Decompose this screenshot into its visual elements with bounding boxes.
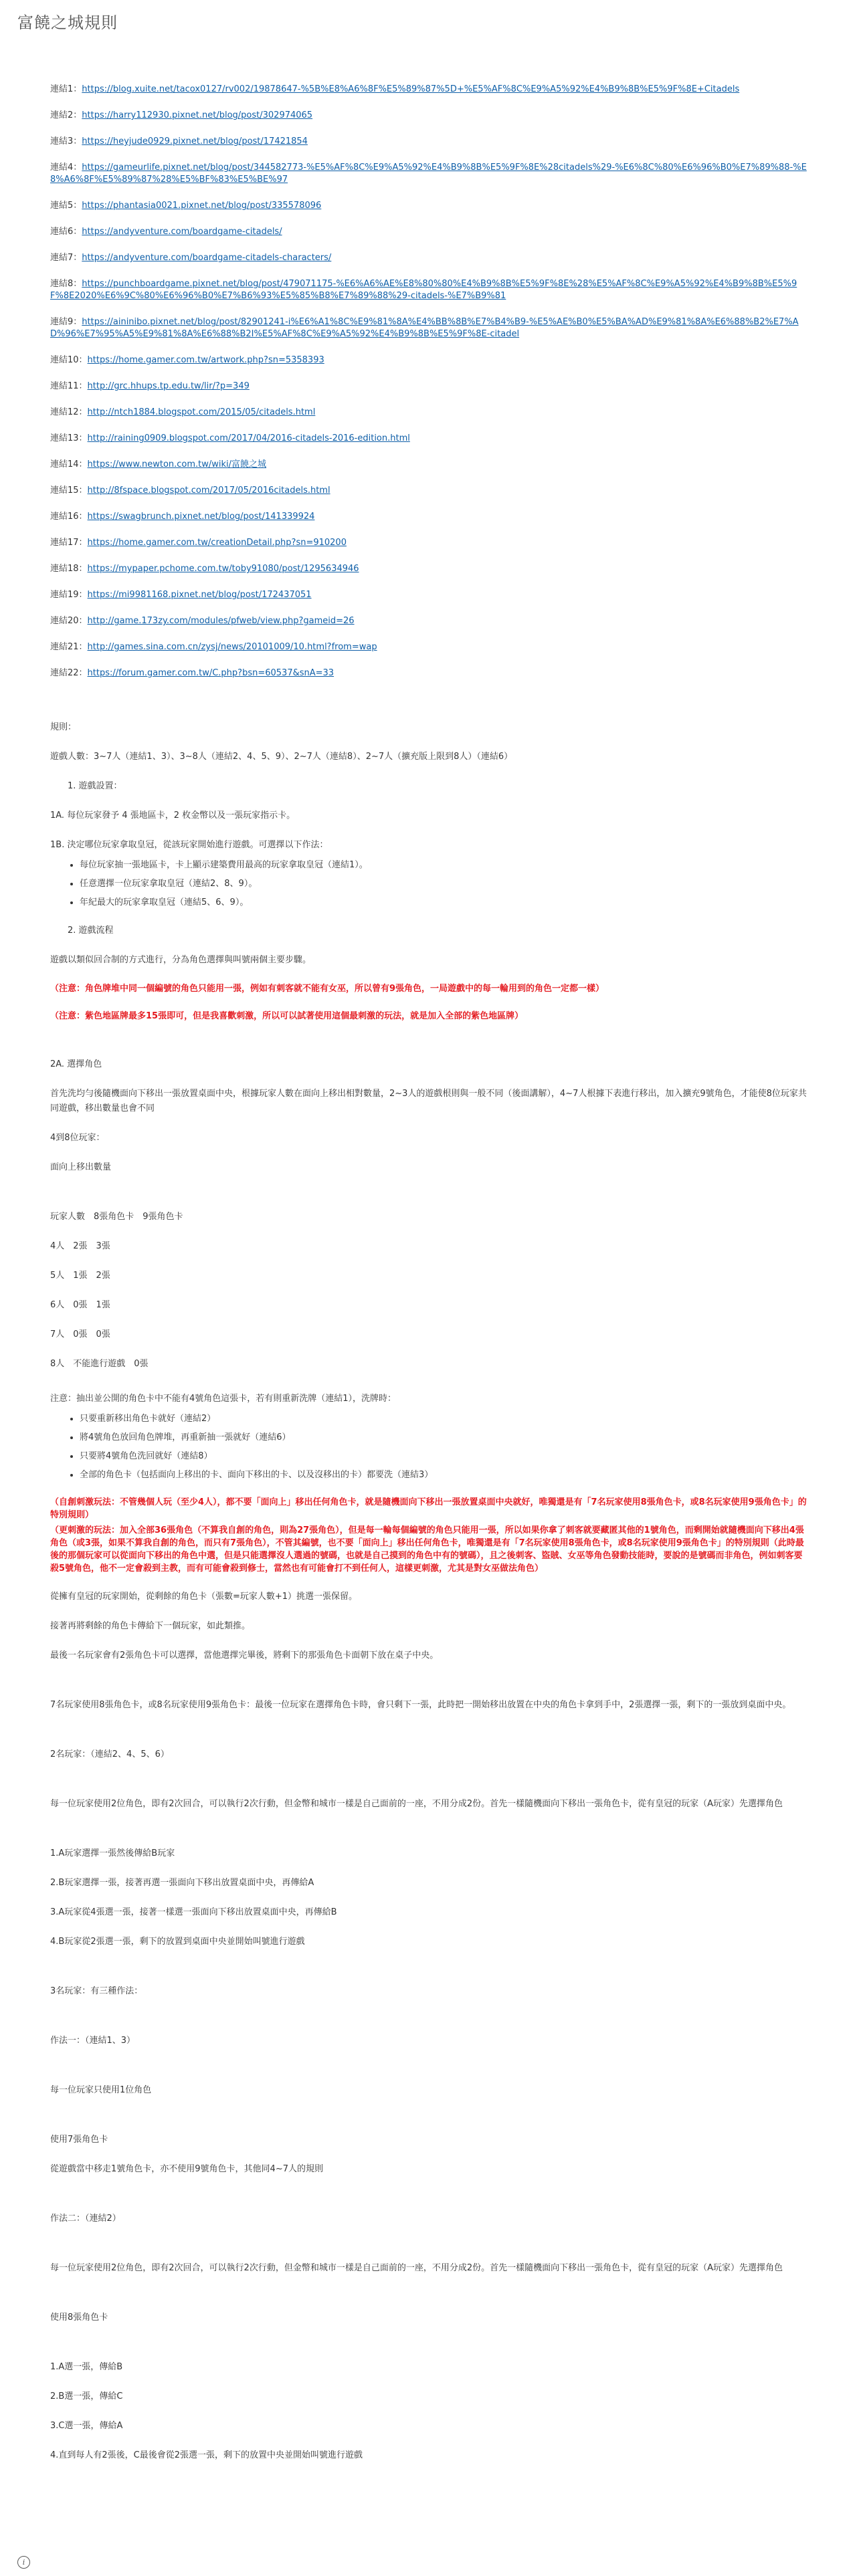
link-row-11: 連結11：http://grc.hhups.tp.edu.tw/lir/?p=349	[50, 381, 250, 391]
section-2-heading: 2. 遊戲流程	[68, 926, 114, 936]
step-item: 2.B玩家選擇一張，接著再選一張面向下移出放置桌面中央，再傳給A	[50, 1878, 314, 1888]
link-20[interactable]: http://game.173zy.com/modules/pfweb/view.php?gameid=26	[87, 616, 355, 626]
method-2-p1: 每一位玩家使用2位角色，即有2次回合，可以執行2次行動，但金幣和城市一樣是自己面前的一座，不用分成2份。首先一樣隨機面向下移出一張角色卡，從有皇冠的玩家（A玩家）先選擇角色	[50, 2263, 783, 2273]
step-item: 1.A玩家選擇一張然後傳給B玩家	[50, 1848, 175, 1858]
link-6[interactable]: https://andyventure.com/boardgame-citadels/	[82, 227, 282, 237]
link-row-2: 連結2：https://harry112930.pixnet.net/blog/post/302974065	[50, 110, 313, 120]
red-note-3: （自創刺激玩法：不管幾個人玩（至少4人），都不要「面向上」移出任何角色卡，就是隨機面向下移出一張放置桌面中央就好，唯獨還是有「7名玩家使用8張角色卡，或8名玩家使用9張角色卡」的特別規則）	[50, 1497, 807, 1520]
method-2-p2: 使用8張角色卡	[50, 2313, 108, 2323]
link-row-3: 連結3：https://heyjude0929.pixnet.net/blog/post/17421854	[50, 136, 308, 146]
red-note-1: （注意：角色牌堆中同一個編號的角色只能用一張，例如有刺客就不能有女巫，所以曾有9張角色，一局遊戲中的每一輪用到的角色一定都一樣）	[50, 984, 605, 994]
table-header: 玩家人數 8張角色卡 9張角色卡	[50, 1212, 183, 1222]
link-row-1: 連結1：https://blog.xuite.net/tacox0127/rv002/19878647-%5B%E8%A6%8F%E5%89%87%5D+%E5%AF%8C%E9%A5%92%E4%B9%8B%E5%9F%8E+Citadels	[50, 84, 740, 94]
method-2-heading: 作法二：（連結2）	[50, 2214, 121, 2224]
flow-p1: 從擁有皇冠的玩家開始，從剩餘的角色卡（張數=玩家人數+1）挑選一張保留。	[50, 1592, 358, 1602]
section-2a-note-label: 4到8位玩家：	[50, 1133, 105, 1143]
link-list	[50, 84, 809, 679]
step-item: 1.A選一張，傳給B	[50, 2362, 123, 2372]
link-15[interactable]: http://8fspace.blogspot.com/2017/05/2016citadels.html	[87, 486, 330, 496]
link-13[interactable]: http://raining0909.blogspot.com/2017/04/2016-citadels-2016-edition.html	[87, 433, 410, 443]
method-1-p2: 使用7張角色卡	[50, 2135, 108, 2145]
link-row-12: 連結12：http://ntch1884.blogspot.com/2015/05/citadels.html	[50, 407, 316, 417]
section-2a-p1: 首先洗均勻後隨機面向下移出一張放置桌面中央，根據玩家人數在面向上移出相對數量，2~3人的遊戲根則與一般不同（後面講解），4~7人根據下表進行移出，加入擴充9號角色，才能使8位玩家共同遊戲，移出數量也會不同	[50, 1089, 807, 1113]
list-item: • 將4號角色放回角色牌堆，再重新抽一張就好（連結6）	[80, 1432, 809, 1444]
link-row-9: 連結9：https://aininibo.pixnet.net/blog/post/82901241-i%E6%A1%8C%E9%81%8A%E4%BB%8B%E7%B4%B9-%E5%AE%B0%E5%BA%AD%E9%81%8A%E6%88%B2%E7%AD%96%E7%95%A5%E9%81%8A%E6%88%B2I%E5%AF%8C%E9%A5%92%E4%B9%8B%E5%9F%8E-citadel	[50, 317, 799, 339]
list-item: • 只要將4號角色洗回就好（連結8）	[80, 1451, 809, 1463]
link-row-21: 連結21：http://games.sina.com.cn/zysj/news/20101009/10.html?from=wap	[50, 642, 377, 652]
step-item: 4.直到每人有2張後，C最後會從2張選一張，剩下的放置中央並開始叫號進行遊戲	[50, 2450, 363, 2460]
link-8[interactable]: https://punchboardgame.pixnet.net/blog/post/479071175-%E6%A6%AE%E8%80%80%E4%B9%8B%E5%9F%8E%28%E5%AF%8C%E9%A5%92%E4%B9%8B%E5%9F%8E2020%E6%9C%80%E6%96%B0%E7%B6%93%E5%85%B8%E7%89%88%29-citadels-%E7%B9%81	[50, 279, 797, 301]
link-5[interactable]: https://phantasia0021.pixnet.net/blog/post/335578096	[82, 201, 322, 211]
link-9[interactable]: https://aininibo.pixnet.net/blog/post/82901241-i%E6%A1%8C%E9%81%8A%E4%BB%8B%E7%B4%B9-%E5%AE%B0%E5%BA%AD%E9%81%8A%E6%88%B2%E7%AD%96%E7%95%A5%E9%81%8A%E6%88%B2I%E5%AF%8C%E9%A5%92%E4%B9%8B%E5%9F%8E-citadel	[50, 317, 799, 339]
link-3[interactable]: https://heyjude0929.pixnet.net/blog/post/17421854	[82, 136, 308, 146]
table-row: 5人 1張 2張	[50, 1271, 110, 1281]
link-12[interactable]: http://ntch1884.blogspot.com/2015/05/citadels.html	[87, 407, 316, 417]
crown-options-list	[50, 859, 809, 909]
table-row: 7人 0張 0張	[50, 1329, 110, 1339]
link-7[interactable]: https://andyventure.com/boardgame-citadels-characters/	[82, 253, 332, 263]
shuffle-options-list	[50, 1413, 809, 1481]
list-item: • 每位玩家抽一張地區卡，卡上顯示建築費用最高的玩家拿取皇冠（連結1）。	[80, 859, 809, 871]
step-item: 3.C選一張，傳給A	[50, 2421, 123, 2431]
link-19[interactable]: https://mi9981168.pixnet.net/blog/post/172437051	[87, 590, 312, 600]
article-body	[50, 84, 809, 2478]
rules-heading: 規則：	[50, 722, 77, 732]
shuffle-note: 注意：抽出並公開的角色卡中不能有4號角色這張卡，若有則重新洗牌（連結1），洗牌時：	[50, 1394, 397, 1404]
section-1-heading: 1. 遊戲設置：	[68, 781, 122, 791]
link-row-7: 連結7：https://andyventure.com/boardgame-citadels-characters/	[50, 253, 332, 263]
section-2a-note-sub: 面向上移出數量	[50, 1162, 112, 1172]
list-item: • 年紀最大的玩家拿取皇冠（連結5、6、9）。	[80, 897, 809, 909]
red-note-2: （注意：紫色地區牌最多15張即可，但是我喜歡刺激，所以可以試著使用這個最刺激的玩法，就是加入全部的紫色地區牌）	[50, 1011, 524, 1021]
link-2[interactable]: https://harry112930.pixnet.net/blog/post/302974065	[82, 110, 313, 120]
link-21[interactable]: http://games.sina.com.cn/zysj/news/20101009/10.html?from=wap	[87, 642, 377, 652]
link-18[interactable]: https://mypaper.pchome.com.tw/toby91080/post/1295634946	[87, 564, 359, 574]
two-player-p1: 每一位玩家使用2位角色，即有2次回合，可以執行2次行動，但金幣和城市一樣是自己面前的一座，不用分成2份。首先一樣隨機面向下移出一張角色卡，從有皇冠的玩家（A玩家）先選擇角色	[50, 1799, 783, 1809]
table-row: 8人 不能進行遊戲 0張	[50, 1359, 149, 1369]
section-1a: 1A. 每位玩家發予 4 張地區卡，2 枚金幣以及一張玩家指示卡。	[50, 811, 296, 821]
link-10[interactable]: https://home.gamer.com.tw/artwork.php?sn=5358393	[87, 355, 324, 365]
method-1-p3: 從遊戲當中移走1號角色卡，亦不使用9號角色卡，其他同4~7人的規則	[50, 2164, 323, 2174]
link-row-5: 連結5：https://phantasia0021.pixnet.net/blog/post/335578096	[50, 201, 322, 211]
link-row-8: 連結8：https://punchboardgame.pixnet.net/blog/post/479071175-%E6%A6%AE%E8%80%80%E4%B9%8B%E5%9F%8E%28%E5%AF%8C%E9%A5%92%E4%B9%8B%E5%9F%8E2020%E6%9C%80%E6%96%B0%E7%B6%93%E5%85%B8%E7%89%88%29-citadels-%E7%B9%81	[50, 279, 797, 301]
info-icon[interactable]: i	[17, 2556, 30, 2569]
link-row-22: 連結22：https://forum.gamer.com.tw/C.php?bsn=60537&snA=33	[50, 668, 335, 678]
link-16[interactable]: https://swagbrunch.pixnet.net/blog/post/141339924	[87, 512, 315, 522]
link-row-20: 連結20：http://game.173zy.com/modules/pfweb/view.php?gameid=26	[50, 616, 355, 626]
step-item: 2.B選一張，傳給C	[50, 2391, 123, 2401]
section-1b: 1B. 決定哪位玩家拿取皇冠，從該玩家開始進行遊戲。可選擇以下作法：	[50, 840, 328, 850]
link-14[interactable]: https://www.newton.com.tw/wiki/富饒之城	[87, 459, 267, 469]
link-row-6: 連結6：https://andyventure.com/boardgame-citadels/	[50, 227, 282, 237]
section-2a-heading: 2A. 選擇角色	[50, 1059, 102, 1069]
method-1-p1: 每一位玩家只使用1位角色	[50, 2085, 152, 2095]
section-2-intro: 遊戲以類似回合制的方式進行，分為角色選擇與叫號兩個主要步驟。	[50, 955, 312, 965]
flow-p2: 接著再將剩餘的角色卡傳給下一個玩家，如此類推。	[50, 1621, 251, 1631]
link-row-14: 連結14：https://www.newton.com.tw/wiki/富饒之城	[50, 459, 267, 469]
list-item: • 任意選擇一位玩家拿取皇冠（連結2、8、9）。	[80, 878, 809, 890]
link-row-13: 連結13：http://raining0909.blogspot.com/2017/04/2016-citadels-2016-edition.html	[50, 433, 410, 443]
link-17[interactable]: https://home.gamer.com.tw/creationDetail.php?sn=910200	[87, 538, 347, 548]
link-row-16: 連結16：https://swagbrunch.pixnet.net/blog/post/141339924	[50, 512, 315, 522]
link-1[interactable]: https://blog.xuite.net/tacox0127/rv002/19878647-%5B%E8%A6%8F%E5%89%87%5D+%E5%AF%8C%E9%A5%92%E4%B9%8B%E5%9F%8E+Citadels	[82, 84, 740, 94]
list-item: • 全部的角色卡（包括面向上移出的卡、面向下移出的卡、以及沒移出的卡）都要洗（連結3）	[80, 1469, 809, 1481]
list-item: • 只要重新移出角色卡就好（連結2）	[80, 1413, 809, 1425]
link-row-18: 連結18：https://mypaper.pchome.com.tw/toby91080/post/1295634946	[50, 564, 359, 574]
flow-p4: 7名玩家使用8張角色卡，或8名玩家使用9張角色卡：最後一位玩家在選擇角色卡時，會只剩下一張，此時把一開始移出放置在中央的角色卡拿到手中，2張選擇一張，剩下的一張放到桌面中央。	[50, 1700, 791, 1710]
table-row: 4人 2張 3張	[50, 1241, 110, 1251]
step-item: 4.B玩家從2張選一張，剩下的放置到桌面中央並開始叫號進行遊戲	[50, 1937, 305, 1947]
table-row: 6人 0張 1張	[50, 1300, 110, 1310]
link-row-15: 連結15：http://8fspace.blogspot.com/2017/05/2016citadels.html	[50, 486, 330, 496]
players-line: 遊戲人數：3~7人（連結1、3）、3~8人（連結2、4、5、9）、2~7人（連結8）、2~7人（擴充版上限到8人）（連結6）	[50, 752, 513, 762]
link-22[interactable]: https://forum.gamer.com.tw/C.php?bsn=60537&snA=33	[87, 668, 335, 678]
red-note-4: （更刺激的玩法：加入全部36張角色（不算我自創的角色，則為27張角色），但是每一輪每個編號的角色只能用一張，所以如果你拿了刺客就要藏匿其他的1號角色，而剩開始就隨機面向下移出4張角色（或3張，如果不算我自創的角色，而只有7張角色），不管其編號，也不要「面向上」移出任何角色卡，唯獨還是有「7名玩家使用8張角色卡，或8名玩家使用9張角色卡」的特別規則（此時最後的那個玩家可以從面向下移出的角色中選，但是只能選擇沒人選過的號碼，也就是自己摸到的角色中有的號碼），且之後刺客、盜賊、女巫等角色發動技能時，要說的是號碼而非角色，例如刺客要殺5號角色，他不一定會殺到主教，而有可能會殺到修士，當然也有可能會打不到任何人，這樣更刺激，尤其是對女巫做法角色）	[50, 1525, 804, 1574]
link-row-4: 連結4：https://gameurlife.pixnet.net/blog/post/344582773-%E5%AF%8C%E9%A5%92%E4%B9%8B%E5%9F%8E%28citadels%29-%E6%8C%80%E6%96%B0%E7%89%88-%E8%A6%8F%E5%89%87%28%E5%BF%83%E5%BE%97	[50, 163, 807, 185]
link-4[interactable]: https://gameurlife.pixnet.net/blog/post/344582773-%E5%AF%8C%E9%A5%92%E4%B9%8B%E5%9F%8E%28citadels%29-%E6%8C%80%E6%96%B0%E7%89%88-%E8%A6%8F%E5%89%87%28%E5%BF%83%E5%BE%97	[50, 163, 807, 185]
two-player-heading: 2名玩家：（連結2、4、5、6）	[50, 1749, 169, 1759]
three-player-heading: 3名玩家：有三種作法：	[50, 1986, 143, 1996]
page-title: 富饒之城規則	[17, 13, 118, 32]
link-row-17: 連結17：https://home.gamer.com.tw/creationDetail.php?sn=910200	[50, 538, 347, 548]
link-row-10: 連結10：https://home.gamer.com.tw/artwork.php?sn=5358393	[50, 355, 324, 365]
method-1-heading: 作法一：（連結1、3）	[50, 2036, 136, 2046]
link-11[interactable]: http://grc.hhups.tp.edu.tw/lir/?p=349	[87, 381, 250, 391]
flow-p3: 最後一名玩家會有2張角色卡可以選擇，當他選擇完畢後，將剩下的那張角色卡面朝下放在桌子中央。	[50, 1650, 439, 1660]
link-row-19: 連結19：https://mi9981168.pixnet.net/blog/post/172437051	[50, 590, 312, 600]
step-item: 3.A玩家從4張選一張，接著一樣選一張面向下移出放置桌面中央，再傳給B	[50, 1907, 337, 1917]
